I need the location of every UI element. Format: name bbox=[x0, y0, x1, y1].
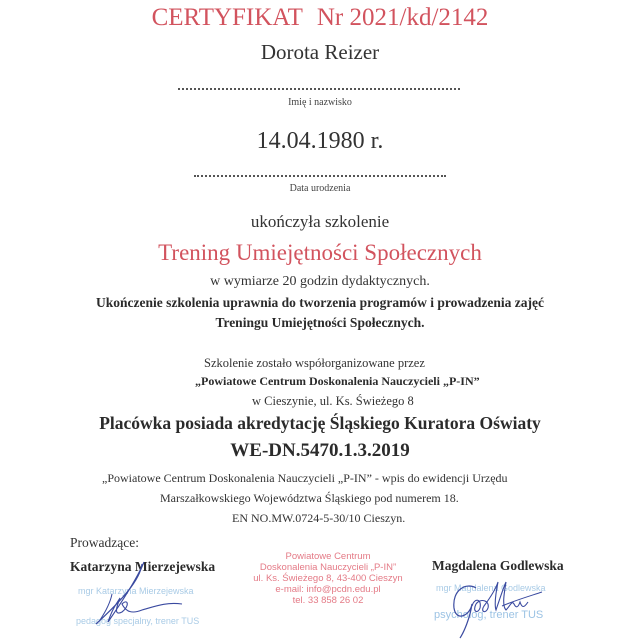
organizer-intro: Szkolenie zostało współorganizowane przez bbox=[204, 356, 425, 370]
leaders-label: Prowadzące: bbox=[70, 535, 139, 550]
completed-text: ukończyła szkolenie bbox=[250, 212, 390, 231]
organizer-address: w Cieszynie, ul. Ks. Świeżego 8 bbox=[252, 394, 414, 408]
stamp-line-5: tel. 33 858 26 02 bbox=[292, 595, 364, 606]
hours-text: w wymiarze 20 godzin dydaktycznych. bbox=[210, 274, 430, 289]
stamp-line-3: ul. Ks. Świeżego 8, 43-400 Cieszyn bbox=[253, 573, 403, 584]
stamp-line-2: Doskonalenia Nauczycieli „P-IN” bbox=[259, 562, 397, 573]
name-label: Imię i nazwisko bbox=[288, 97, 352, 108]
left-signer-stamp-title: mgr Katarzyna Mierzejewska bbox=[78, 586, 194, 596]
right-signer-stamp-title: mgr Magdalena Godlewska bbox=[436, 583, 546, 593]
accreditation-statement: Placówka posiada akredytację Śląskiego Kuratora Oświaty bbox=[99, 413, 541, 433]
institution-stamp bbox=[248, 551, 408, 606]
right-signer-stamp-role: psycholog, trener TUS bbox=[434, 609, 544, 621]
certificate-title bbox=[0, 4, 640, 32]
course-name: Trening Umiejętności Społecznych bbox=[158, 240, 482, 265]
certificate-number: Nr 2021/kd/2142 bbox=[316, 4, 489, 31]
certificate-title-prefix: CERTYFIKAT bbox=[151, 4, 303, 31]
right-signer-name: Magdalena Godlewska bbox=[432, 558, 564, 573]
right-signature-icon bbox=[440, 578, 550, 640]
left-signer-stamp-role: pedagog specjalny, trener TUS bbox=[76, 616, 200, 626]
accreditation-number: WE-DN.5470.1.3.2019 bbox=[230, 440, 410, 461]
stamp-line-1: Powiatowe Centrum bbox=[285, 551, 371, 562]
recipient-name: Dorota Reizer bbox=[260, 40, 380, 64]
entitlement-line-2: Treningu Umiejętności Społecznych. bbox=[215, 315, 425, 330]
registry-line-1: „Powiatowe Centrum Doskonalenia Nauczycieli „P-IN” - wpis do ewidencji Urzędu bbox=[102, 471, 508, 485]
name-dotted-line bbox=[178, 88, 460, 90]
left-signer-name: Katarzyna Mierzejewska bbox=[70, 559, 216, 574]
entitlement-line-1: Ukończenie szkolenia uprawnia do tworzenia programów i prowadzenia zajęć bbox=[96, 295, 544, 310]
birth-date-dotted-line bbox=[194, 175, 446, 177]
birth-date-label: Data urodzenia bbox=[289, 183, 351, 194]
registry-line-2: Marszałkowskiego Województwa Śląskiego pod numerem 18. bbox=[160, 491, 459, 505]
birth-date: 14.04.1980 r. bbox=[256, 128, 384, 154]
organizer-name: „Powiatowe Centrum Doskonalenia Nauczycieli „P-IN” bbox=[195, 374, 480, 388]
stamp-line-4: e-mail: info@pcdn.edu.pl bbox=[275, 584, 381, 595]
left-signature-icon bbox=[82, 560, 202, 630]
registry-line-3: EN NO.MW.0724-5-30/10 Cieszyn. bbox=[232, 511, 406, 525]
